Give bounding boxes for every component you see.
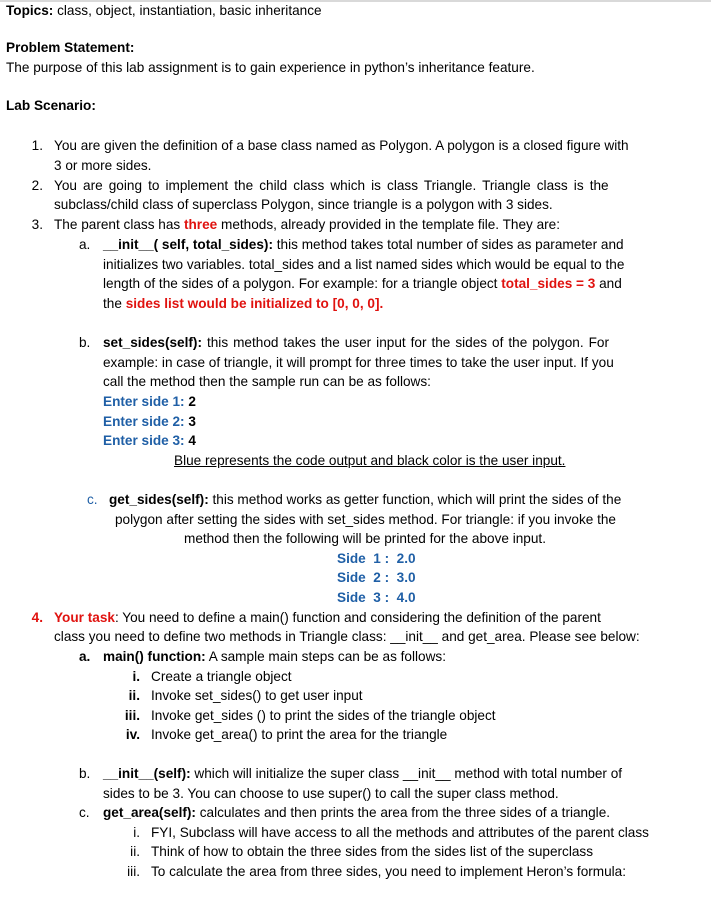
- item-3c-line-1: [109, 490, 621, 510]
- step-2-text: Invoke set_sides() to get user input: [151, 688, 363, 703]
- item-3-post: methods, already provided in the template file. They are:: [217, 217, 561, 232]
- item-3c-line-3: method then the following will be printed for the above input.: [184, 531, 546, 546]
- item-3-three: three: [183, 217, 218, 232]
- item-3a-l3-pre: length of the sides of a polygon. For example: for a triangle object: [103, 276, 502, 291]
- problem-text: The purpose of this lab assignment is to gain experience in python’s inheritance feature.: [6, 60, 535, 75]
- item-3-number: 3.: [31, 217, 43, 232]
- set-sides-signature: set_sides(self):: [103, 335, 202, 350]
- item-3c-letter: c.: [87, 492, 98, 507]
- task-line-2: class you need to define two methods in Triangle class: __init__ and get_area. Please see below:: [54, 629, 640, 644]
- step-1-number: i.: [132, 669, 140, 684]
- topics-text: class, object, instantiation, basic inheritance: [53, 3, 322, 18]
- item-3c-rest: this method works as getter function, which will print the sides of the: [208, 492, 622, 507]
- item-3a-total-sides: total_sides = 3: [501, 276, 596, 291]
- color-legend-note: Blue represents the code output and black color is the user input.: [174, 453, 566, 468]
- scenario-heading: Lab Scenario:: [6, 98, 96, 113]
- task-b-rest: which will initialize the super class __init__ method with total number of: [190, 766, 623, 781]
- task-a-line: [103, 647, 446, 667]
- topics-line: [6, 1, 322, 21]
- sample-value-2: 3: [188, 414, 196, 429]
- note-2-text: Think of how to obtain the three sides from the sides list of the superclass: [151, 844, 594, 859]
- output-side-2: Side 2 : 3.0: [337, 570, 416, 585]
- item-3b-rest: this method takes the user input for the sides of the polygon. For: [201, 335, 610, 350]
- task-b-line-2: sides to be 3. You can choose to use super() to call the super class method.: [103, 786, 559, 801]
- item-3-pre: The parent class has: [54, 217, 184, 232]
- item-3a-line-1: [103, 235, 624, 255]
- task-line-1-rest: : You need to define a main() function and considering the definition of the parent: [114, 610, 601, 625]
- note-1-number: i.: [133, 825, 140, 840]
- output-side-3: Side 3 : 4.0: [337, 590, 416, 605]
- task-c-line: [103, 803, 610, 823]
- item-3a-l3-post: and: [595, 276, 622, 291]
- item-3a-line-4: [103, 294, 383, 314]
- step-2-number: ii.: [128, 688, 140, 703]
- topics-label: Topics:: [6, 3, 54, 18]
- problem-heading: Problem Statement:: [6, 40, 135, 55]
- item-3c-line-2: polygon after setting the sides with set_sides method. For triangle: if you invoke the: [115, 512, 616, 527]
- main-function-label: main() function:: [103, 649, 206, 664]
- task-a-rest: A sample main steps can be as follows:: [205, 649, 446, 664]
- sample-prompt-2: Enter side 2:: [103, 414, 189, 429]
- item-1-line-2: 3 or more sides.: [54, 158, 152, 173]
- item-3b-letter: b.: [79, 335, 91, 350]
- item-3b-line-2: example: in case of triangle, it will prompt for three times to take the user input. If you: [103, 355, 614, 370]
- item-3a-letter: a.: [79, 237, 91, 252]
- sample-prompt-1: Enter side 1:: [103, 394, 189, 409]
- triangle-init-signature: __init__(self):: [103, 766, 191, 781]
- task-b-letter: b.: [79, 766, 91, 781]
- sample-run-line-3: [103, 431, 196, 451]
- item-3a-sides-list: sides list would be initialized to [0, 0, 0].: [125, 296, 384, 311]
- task-b-line-1: [103, 764, 622, 784]
- task-c-rest: calculates and then prints the area from the three sides of a triangle.: [195, 805, 611, 820]
- step-3-number: iii.: [124, 708, 140, 723]
- item-3a-line-3: [103, 274, 622, 294]
- item-3b-line-3: call the method then the sample run can be as follows:: [103, 374, 431, 389]
- sample-prompt-3: Enter side 3:: [103, 433, 189, 448]
- step-4-number: iv.: [125, 727, 140, 742]
- task-line-1: [54, 608, 601, 628]
- task-number: 4.: [31, 610, 43, 625]
- item-3a-l4-pre: the: [103, 296, 126, 311]
- sample-value-1: 2: [188, 394, 196, 409]
- note-1-text: FYI, Subclass will have access to all the methods and attributes of the parent class: [151, 825, 649, 840]
- item-2-number: 2.: [31, 178, 43, 193]
- item-3a-rest: this method takes total number of sides as parameter and: [272, 237, 624, 252]
- sample-run-line-1: [103, 392, 196, 412]
- item-3-line: [54, 215, 560, 235]
- sample-run-line-2: [103, 412, 196, 432]
- step-1-text: Create a triangle object: [151, 669, 292, 684]
- task-c-letter: c.: [79, 805, 90, 820]
- task-label: Your task: [54, 610, 115, 625]
- note-2-number: ii.: [130, 844, 140, 859]
- task-a-letter: a.: [79, 649, 91, 664]
- get-sides-signature: get_sides(self):: [109, 492, 209, 507]
- item-2-line-2: subclass/child class of superclass Polygon, since triangle is a polygon with 3 sides.: [54, 197, 553, 212]
- output-side-1: Side 1 : 2.0: [337, 551, 416, 566]
- step-3-text: Invoke get_sides () to print the sides of the triangle object: [151, 708, 496, 723]
- step-4-text: Invoke get_area() to print the area for the triangle: [151, 727, 448, 742]
- note-3-number: iii.: [127, 864, 140, 879]
- init-signature: __init__( self, total_sides):: [103, 237, 273, 252]
- item-1-line-1: You are given the definition of a base class named as Polygon. A polygon is a closed figure with: [54, 138, 629, 153]
- sample-value-3: 4: [188, 433, 196, 448]
- item-3b-line-1: [103, 333, 609, 353]
- get-area-signature: get_area(self):: [103, 805, 196, 820]
- item-3a-line-2: initializes two variables. total_sides and a list named sides which would be equal to the: [103, 257, 625, 272]
- item-2-line-1: You are going to implement the child class which is class Triangle. Triangle class is the: [54, 178, 609, 193]
- note-3-text: To calculate the area from three sides, you need to implement Heron’s formula:: [151, 864, 627, 879]
- item-1-number: 1.: [31, 138, 43, 153]
